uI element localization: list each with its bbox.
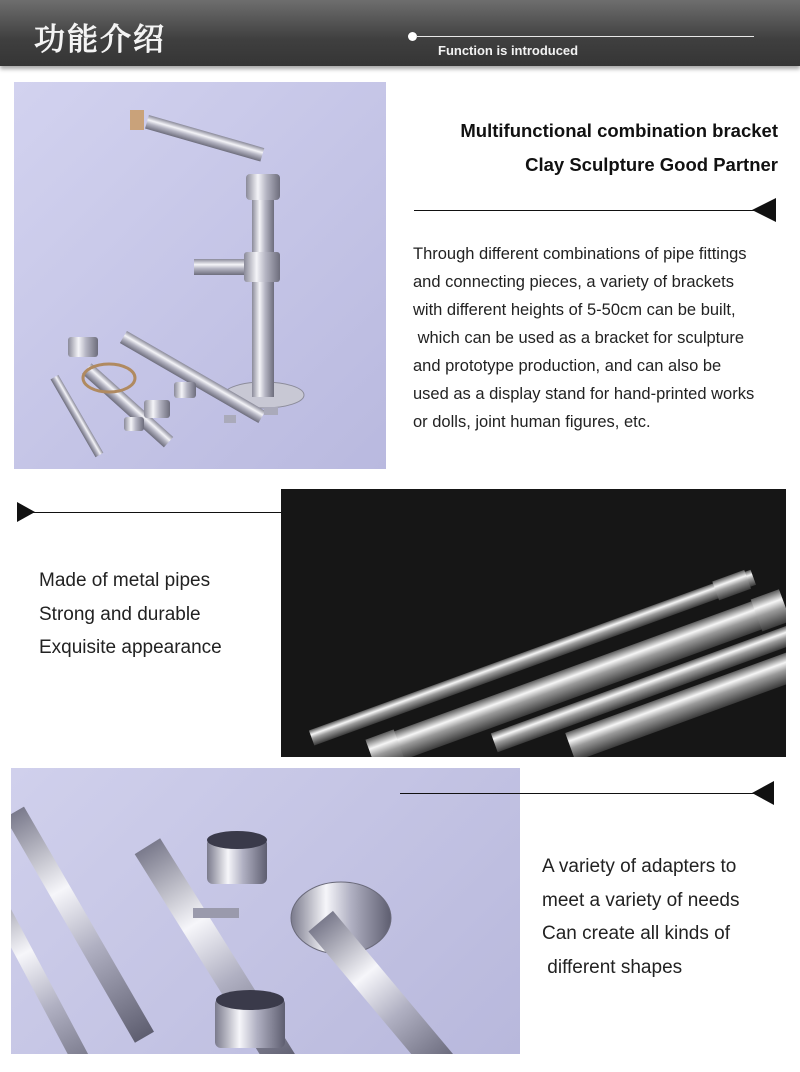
- divider-rule: [400, 793, 754, 794]
- feature-line: Strong and durable: [39, 603, 201, 625]
- description-paragraph: [413, 240, 754, 436]
- description-line: and connecting pieces, a variety of brackets: [413, 273, 735, 291]
- header-banner: [0, 0, 800, 66]
- feature-line: Can create all kinds of: [542, 923, 730, 944]
- description-line: Through different combinations of pipe fittings: [413, 245, 747, 263]
- divider-rule: [414, 210, 754, 211]
- header-line: [416, 36, 754, 37]
- metal-pipes-features: [39, 564, 222, 665]
- feature-line: A variety of adapters to: [542, 856, 737, 877]
- headline-line-2: Clay Sculpture Good Partner: [525, 154, 778, 175]
- description-line: used as a display stand for hand-printed works: [413, 385, 755, 403]
- feature-line: meet a variety of needs: [542, 889, 740, 911]
- header-title: 功能介绍: [34, 22, 166, 58]
- description-line: or dolls, joint human figures, etc.: [413, 413, 651, 431]
- description-line: which can be used as a bracket for sculpture: [413, 329, 745, 347]
- arrow-left-icon: [752, 198, 776, 222]
- description-line: with different heights of 5-50cm can be built,: [413, 301, 736, 319]
- description-line: and prototype production, and can also be: [413, 357, 722, 375]
- metal-pipes-photo: [281, 489, 786, 757]
- arrow-left-icon: [752, 781, 774, 805]
- headline-line-1: Multifunctional combination bracket: [460, 120, 778, 141]
- header-subtitle: Function is introduced: [438, 43, 579, 58]
- feature-line: Made of metal pipes: [39, 570, 211, 591]
- bracket-assembly-photo: [14, 82, 386, 469]
- adapters-photo: [11, 768, 520, 1054]
- feature-line: different shapes: [542, 956, 683, 978]
- feature-line: Exquisite appearance: [39, 637, 222, 658]
- adapters-features: [542, 850, 740, 984]
